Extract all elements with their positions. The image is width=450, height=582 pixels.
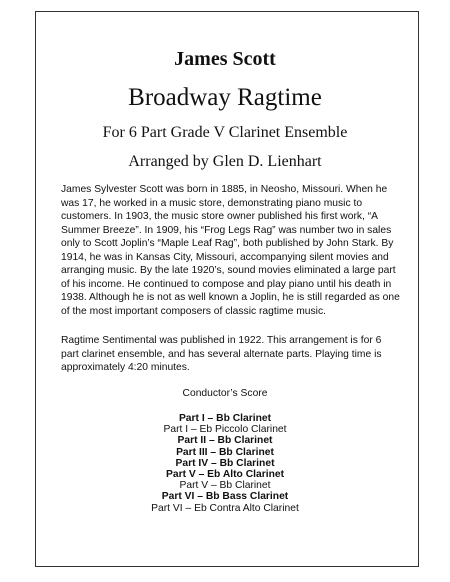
part-item: Part VI – Bb Bass Clarinet bbox=[161, 491, 289, 503]
part-item: Part IV – Bb Clarinet bbox=[175, 457, 275, 469]
composer-biography: James Sylvester Scott was born in 1885, in Neosho, Missouri. When he was 17, he worked in a music store, demonstrating piano music to customers. In 1903, the music store owner published his first work, “A Summer Breeze”. In 1909, his “Frog Legs Rag” was number two in sales only to Scott Joplin’s “Maple Leaf Rag”, both published by John Stark. By 1914, he was in Kansas City, Missouri, accompanying silent movies and arranging music. By the late 1920’s, sound movies eliminated a large part of his income. He continued to compose and play piano until his death in 1938. Although he is not as well known a Joplin, he is still regarded as one of the most important composers of classic ragtime music. bbox=[61, 184, 400, 317]
part-item: Part I – Bb Clarinet bbox=[178, 413, 272, 424]
composer-name: James Scott bbox=[174, 48, 276, 70]
part-item: Part III – Bb Clarinet bbox=[176, 446, 274, 458]
score-contents bbox=[0, 387, 450, 514]
piece-title: Broadway Ragtime bbox=[128, 84, 322, 111]
part-item: Part V – Eb Alto Clarinet bbox=[165, 469, 285, 481]
part-item: Part V – Bb Clarinet bbox=[179, 480, 271, 492]
part-item: Part I – Eb Piccolo Clarinet bbox=[163, 424, 287, 436]
parts-list bbox=[0, 413, 450, 514]
part-item: Part II – Bb Clarinet bbox=[177, 435, 273, 447]
arranger-credit: Arranged by Glen D. Lienhart bbox=[128, 153, 322, 170]
ensemble-subtitle: For 6 Part Grade V Clarinet Ensemble bbox=[102, 124, 348, 141]
part-item: Part VI – Eb Contra Alto Clarinet bbox=[151, 502, 299, 514]
arrangement-note: Ragtime Sentimental was published in 1922. This arrangement is for 6 part clarinet ensemble, and has several alternate parts. Playing time is approximately 4:20 minutes. bbox=[61, 335, 382, 373]
score-heading: Conductor’s Score bbox=[182, 388, 268, 399]
